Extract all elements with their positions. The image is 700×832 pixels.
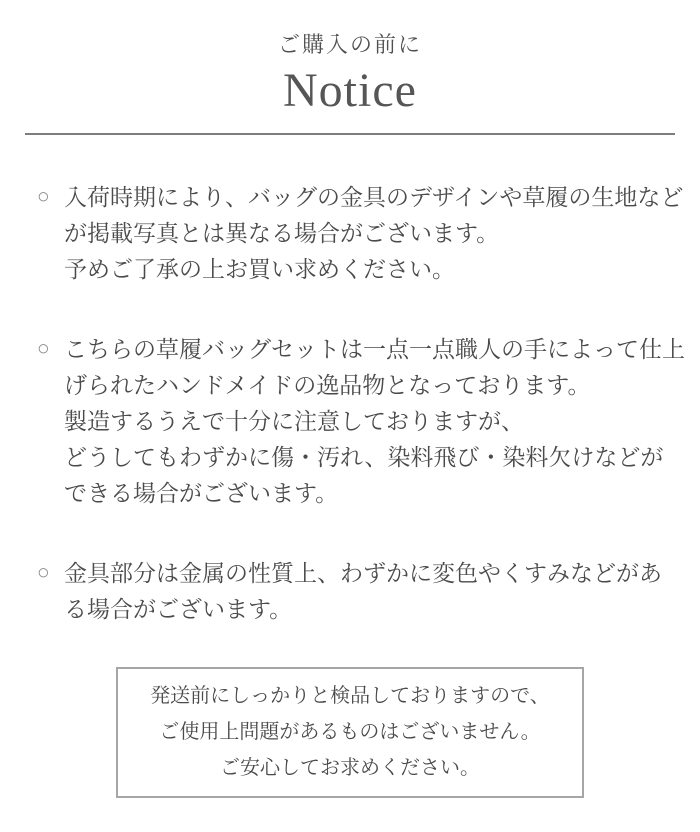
notice-list <box>37 179 685 627</box>
notice-line: 予めご了承の上お買い求めください。 <box>64 256 455 282</box>
notice-text <box>64 555 676 627</box>
notice-line: できる場合がございます。 <box>64 480 339 506</box>
notice-line: 金具部分は金属の性質上、わずかに変色やくすみなどがあ <box>64 560 662 586</box>
notice-line: こちらの草履バッグセットは一点一点職人の手によって仕上 <box>64 336 685 362</box>
circle-bullet-icon: ○ <box>37 337 50 360</box>
assurance-line: 発送前にしっかりと検品しておりますので、 <box>150 685 550 707</box>
notice-item-handmade <box>37 331 685 511</box>
assurance-line: ご使用上問題があるものはございません。 <box>159 721 541 743</box>
notice-line: 製造するうえで十分に注意しておりますが、 <box>64 408 524 434</box>
page-header <box>0 0 700 135</box>
notice-text <box>64 331 685 511</box>
notice-line: る場合がございます。 <box>64 596 293 622</box>
notice-text <box>64 179 683 287</box>
notice-item-stock-variation <box>37 179 684 287</box>
notice-item-metal-parts <box>37 555 676 627</box>
notice-line: どうしてもわずかに傷・汚れ、染料飛び・染料欠けなどが <box>64 444 664 470</box>
page-title: Notice <box>283 64 417 117</box>
assurance-line: ご安心してお求めください。 <box>220 757 480 779</box>
circle-bullet-icon: ○ <box>37 185 50 208</box>
header-divider <box>25 133 675 135</box>
inspection-assurance-box <box>116 667 584 798</box>
notice-line: 入荷時期により、バッグの金具のデザインや草履の生地など <box>64 184 684 210</box>
notice-line: げられたハンドメイドの逸品物となっております。 <box>64 372 591 398</box>
header-subtitle-japanese: ご購入の前に <box>277 32 422 57</box>
notice-line: が掲載写真とは異なる場合がございます。 <box>64 220 500 246</box>
circle-bullet-icon: ○ <box>37 561 50 584</box>
